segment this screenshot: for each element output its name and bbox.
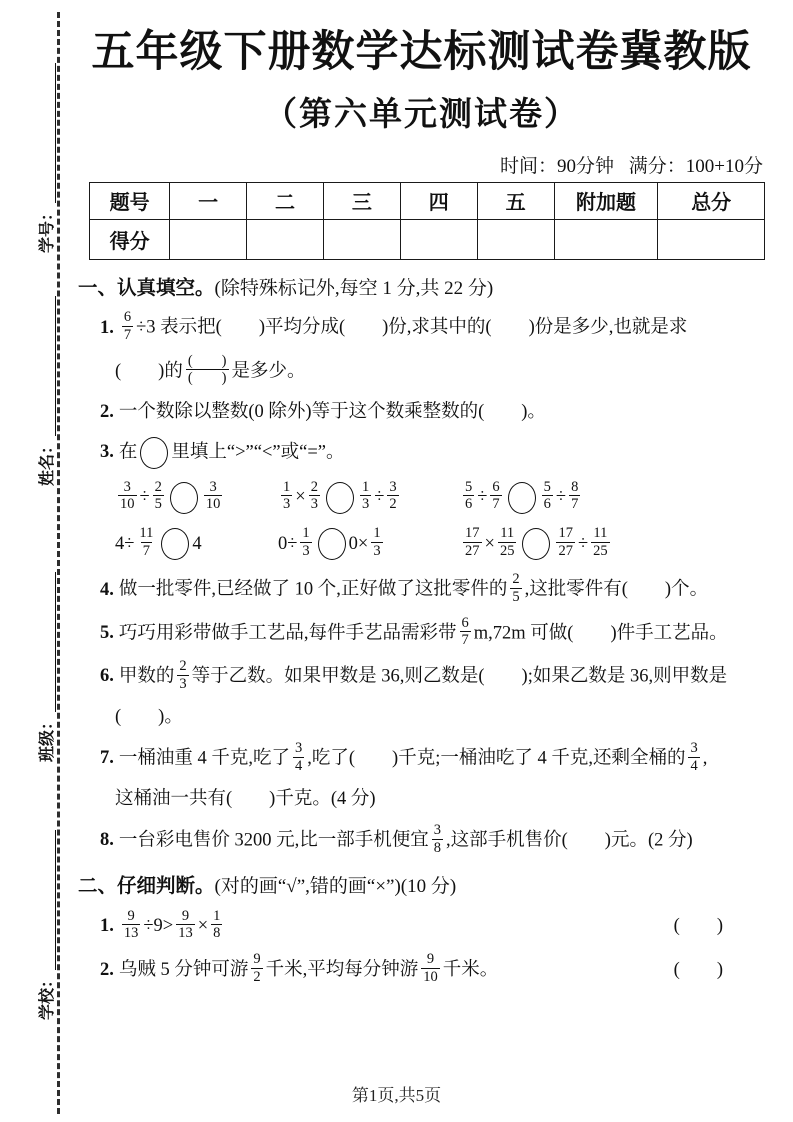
score-table-header-cell: 总分: [658, 182, 765, 219]
score-cell-empty: [658, 219, 765, 259]
text-run: 0÷: [278, 533, 298, 554]
question-line: [78, 785, 765, 815]
fraction-denominator: 3: [361, 496, 370, 513]
text-run: ÷3 表示把( )平均分成( )份,求其中的( )份是多少,也就是求: [136, 317, 688, 338]
fraction: [177, 658, 188, 692]
question-line: [78, 739, 765, 776]
fraction-denominator: 8: [433, 839, 442, 856]
fraction-numerator: 9: [181, 907, 190, 924]
comparison-expression: [278, 478, 460, 515]
text-run: ×: [197, 916, 209, 937]
fraction-denominator: 7: [492, 496, 500, 513]
question-number: 8.: [100, 830, 114, 851]
question-line: [78, 821, 765, 858]
fraction: [556, 525, 575, 559]
comparison-circle: [140, 437, 168, 469]
text-run: ( )的: [115, 361, 183, 382]
fraction-denominator: 3: [302, 542, 310, 559]
question-number: 5.: [100, 623, 114, 644]
write-line: [55, 63, 56, 203]
fraction-denominator: 4: [295, 757, 303, 774]
fraction-denominator: 7: [461, 632, 469, 649]
fraction: [460, 615, 471, 649]
question-number: 2.: [100, 402, 114, 423]
text-run: ,这批零件有( )个。: [524, 579, 709, 600]
fraction-numerator: 3: [433, 821, 442, 838]
fraction-numerator: 9: [426, 951, 435, 968]
text-run: ÷: [577, 533, 589, 554]
name-field-label: 姓名：: [39, 437, 56, 486]
fraction-numerator: 3: [123, 478, 131, 495]
fraction-denominator: 13: [123, 925, 139, 942]
score-table-header-row: [90, 182, 765, 219]
text-run: ,: [702, 748, 708, 769]
comparison-circle: [522, 528, 550, 560]
fraction-numerator: 3: [389, 478, 397, 495]
score-cell-empty: [477, 219, 554, 259]
comparison-expression: [115, 478, 278, 515]
fraction-numerator: 1: [361, 478, 370, 495]
text-run: 这桶油一共有( )千克。(4 分): [115, 789, 376, 810]
fraction-numerator: 6: [492, 478, 500, 495]
fraction: [463, 479, 474, 513]
text-run: 千米,平均每分钟游: [265, 959, 419, 980]
text-run: 巧巧用彩带做手工艺品,每件手艺品需彩带: [118, 623, 457, 644]
text-run: 做一批零件,已经做了 10 个,正好做了这批零件的: [118, 579, 508, 600]
text-run: 甲数的: [118, 666, 175, 687]
fraction: [510, 571, 521, 605]
fraction-numerator: 3: [209, 478, 217, 495]
comparison-circle: [170, 482, 198, 514]
score-row-label: 得分: [90, 219, 170, 259]
school-field-label: 学校：: [39, 971, 56, 1020]
question-line: [78, 573, 765, 607]
fraction-denominator: 3: [179, 675, 187, 692]
fraction: [432, 822, 443, 856]
fraction: [463, 525, 482, 559]
score-table: [89, 182, 765, 260]
text-run: ( )。: [115, 707, 183, 728]
name-field: [30, 296, 56, 486]
question-number: 2.: [100, 959, 114, 980]
question-number: 7.: [100, 748, 114, 769]
text-run: 一台彩电售价 3200 元,比一部手机便宜: [118, 830, 429, 851]
full-score-label: 满分：100+10分: [628, 155, 763, 177]
score-table-header-cell: 四: [400, 182, 477, 219]
score-table-header-cell: 二: [247, 182, 324, 219]
fraction-numerator: 2: [310, 478, 318, 495]
fraction-numerator: 1: [373, 524, 381, 541]
text-run: 4÷: [115, 533, 135, 554]
text-run: 4: [192, 533, 202, 554]
answer-blank: ( ): [673, 959, 723, 980]
fraction-numerator: 11: [500, 524, 515, 541]
answer-blank: ( ): [673, 916, 723, 937]
fraction: [300, 525, 311, 559]
class-field-label: 班级：: [39, 713, 56, 762]
fraction-numerator: 2: [179, 658, 187, 674]
fraction-numerator: 8: [571, 478, 579, 495]
fraction-numerator: 1: [283, 478, 291, 495]
text-run: ,这部手机售价( )元。(2 分): [446, 830, 693, 851]
fraction-numerator: 5: [465, 478, 473, 495]
question-line: [78, 437, 765, 469]
fraction-numerator: 5: [543, 478, 551, 495]
fraction: [309, 479, 320, 513]
score-table-header-cell: 一: [170, 182, 247, 219]
question-line: [78, 311, 765, 345]
fraction-denominator: 3: [310, 496, 318, 513]
fraction-numerator: 1: [213, 907, 221, 924]
comparison-circle: [318, 528, 346, 560]
fraction-denominator: 7: [142, 542, 151, 559]
fraction: [211, 908, 222, 942]
fraction-numerator: 3: [690, 739, 698, 756]
fraction-numerator: 1: [302, 524, 310, 541]
fraction-numerator: 9: [127, 907, 135, 924]
fraction: [490, 479, 501, 513]
write-line: [55, 572, 56, 712]
write-line: [55, 296, 56, 436]
fraction: [153, 479, 164, 513]
fraction-numerator: 9: [253, 951, 261, 968]
fraction-denominator: 13: [178, 925, 193, 942]
fraction-denominator: 6: [543, 496, 551, 513]
question-number: 1.: [100, 916, 114, 937]
score-table-header-cell: 三: [323, 182, 400, 219]
text-run: ÷: [374, 487, 385, 508]
page-footer: 第1页,共5页: [351, 1086, 442, 1105]
comparison-circle: [161, 528, 189, 560]
fraction-denominator: 6: [465, 496, 473, 513]
fraction: [688, 740, 699, 774]
fraction-numerator: 3: [295, 739, 303, 756]
fraction: [591, 525, 610, 559]
fraction: [137, 525, 155, 559]
score-table-header-cell: 五: [477, 182, 554, 219]
fraction-denominator: 5: [154, 496, 162, 513]
text-run: 等于乙数。如果甲数是 36,则乙数是( );如果乙数是 36,则甲数是: [191, 666, 728, 687]
write-line: [55, 830, 56, 970]
fraction-denominator: 4: [690, 757, 698, 774]
fraction-denominator: 10: [423, 968, 438, 985]
section-heading-title: 一、认真填空。: [78, 276, 215, 299]
section-heading-title: 二、仔细判断。: [78, 875, 215, 898]
text-run: ×: [484, 533, 495, 554]
fraction-denominator: 25: [499, 542, 515, 559]
question-line: [78, 614, 765, 651]
fraction: [118, 479, 137, 513]
comparison-circle: [508, 482, 536, 514]
score-cell-empty: [323, 219, 400, 259]
score-cell-empty: [554, 219, 658, 259]
text-run: 一桶油重 4 千克,吃了: [118, 748, 291, 769]
fraction-denominator: 10: [205, 496, 221, 513]
score-table-header-cell: 题号: [90, 182, 170, 219]
fraction-denominator: 8: [213, 925, 221, 942]
comparison-expression: [278, 524, 460, 561]
question-number: 3.: [100, 441, 114, 462]
fraction-denominator: 27: [558, 542, 573, 559]
question-sections: [78, 275, 765, 988]
student-id-field-label: 学号：: [39, 204, 56, 253]
fraction: [122, 309, 133, 343]
fraction-denominator: 7: [123, 327, 132, 344]
text-run: 乌贼 5 分钟可游: [118, 959, 249, 980]
fraction-denominator: 3: [283, 496, 291, 513]
question-line: [78, 907, 765, 944]
fraction: [569, 479, 580, 513]
fraction-denominator: 2: [253, 968, 261, 985]
school-field: [30, 830, 56, 1020]
fraction-denominator: 10: [120, 496, 135, 513]
question-number: 1.: [100, 317, 114, 338]
fraction-numerator: 17: [465, 524, 480, 541]
fraction-denominator: 7: [571, 496, 579, 513]
paper-content: [78, 0, 765, 997]
text-run: 是多少。: [231, 361, 306, 382]
fraction: [360, 479, 371, 513]
text-run: ÷: [555, 487, 567, 508]
question-number: 6.: [100, 666, 114, 687]
text-run: ×: [295, 487, 306, 508]
comparison-circle: [326, 482, 354, 514]
fraction: [371, 525, 382, 559]
class-field: [30, 572, 56, 762]
score-table-header-cell: 附加题: [554, 182, 658, 219]
fraction-numerator: 11: [139, 524, 154, 541]
text-run: ,吃了( )千克;一桶油吃了 4 千克,还剩全桶的: [307, 748, 686, 769]
text-run: ÷: [477, 487, 488, 508]
fraction-numerator: 2: [154, 478, 162, 495]
comparison-row: [115, 478, 765, 515]
question-line: [78, 703, 765, 733]
fraction-denominator: 25: [593, 542, 608, 559]
fraction: [387, 479, 398, 513]
fraction-numerator: 6: [123, 309, 132, 326]
question-line: [78, 398, 765, 428]
question-line: [78, 352, 765, 389]
text-run: 里填上“>”“<”或“=”。: [171, 441, 345, 462]
time-limit-label: 时间：90分钟: [500, 155, 615, 177]
fraction: [542, 479, 553, 513]
section-heading-note: (对的画“√”,错的画“×”)(10 分): [214, 876, 457, 898]
fraction: [421, 951, 440, 985]
section-heading: [78, 873, 765, 901]
fraction: [186, 353, 229, 387]
seal-dashed-line: [57, 12, 60, 1114]
text-run: 一个数除以整数(0 除外)等于这个数乘整数的( )。: [118, 402, 546, 423]
fraction-denominator: 2: [389, 496, 397, 513]
fraction-denominator: 5: [512, 588, 520, 605]
fraction: [293, 740, 304, 774]
text-run: 0×: [348, 533, 369, 554]
student-id-field: [30, 63, 56, 253]
paper-title: 五年级下册数学达标测试卷冀教版: [91, 29, 752, 76]
text-run: 在: [118, 441, 138, 462]
score-table-score-row: [90, 219, 765, 259]
fraction-numerator: 17: [558, 524, 573, 541]
score-cell-empty: [400, 219, 477, 259]
fraction-denominator: 27: [465, 542, 480, 559]
text-run: ÷: [139, 487, 150, 508]
section-heading: [78, 275, 765, 303]
question-number: 4.: [100, 579, 114, 600]
fraction-numerator: 11: [593, 524, 608, 541]
fraction: [122, 908, 141, 942]
section-heading-note: (除特殊标记外,每空 1 分,共 22 分): [214, 277, 494, 299]
comparison-expression: [115, 524, 278, 561]
score-cell-empty: [170, 219, 247, 259]
paper-subtitle: （第六单元测试卷）: [264, 96, 579, 133]
question-line: [78, 660, 765, 694]
fraction: [498, 525, 517, 559]
text-run: ÷9>: [143, 916, 174, 937]
fraction-numerator: 6: [461, 614, 469, 631]
score-cell-empty: [247, 219, 324, 259]
comparison-row: [115, 524, 765, 561]
fraction-denominator: ( ): [187, 370, 227, 387]
fraction-numerator: 2: [512, 571, 520, 588]
text-run: m,72m 可做( )件手工艺品。: [473, 623, 728, 644]
fraction: [176, 908, 195, 942]
text-run: 千米。: [442, 959, 499, 980]
paper-meta: [78, 151, 765, 178]
fraction: [281, 479, 292, 513]
comparison-expression: [460, 478, 583, 515]
comparison-expression: [460, 524, 613, 561]
fraction-numerator: ( ): [187, 352, 227, 369]
fraction: [251, 951, 262, 985]
fraction: [204, 479, 223, 513]
fraction-denominator: 3: [373, 542, 381, 559]
question-line: [78, 953, 765, 987]
